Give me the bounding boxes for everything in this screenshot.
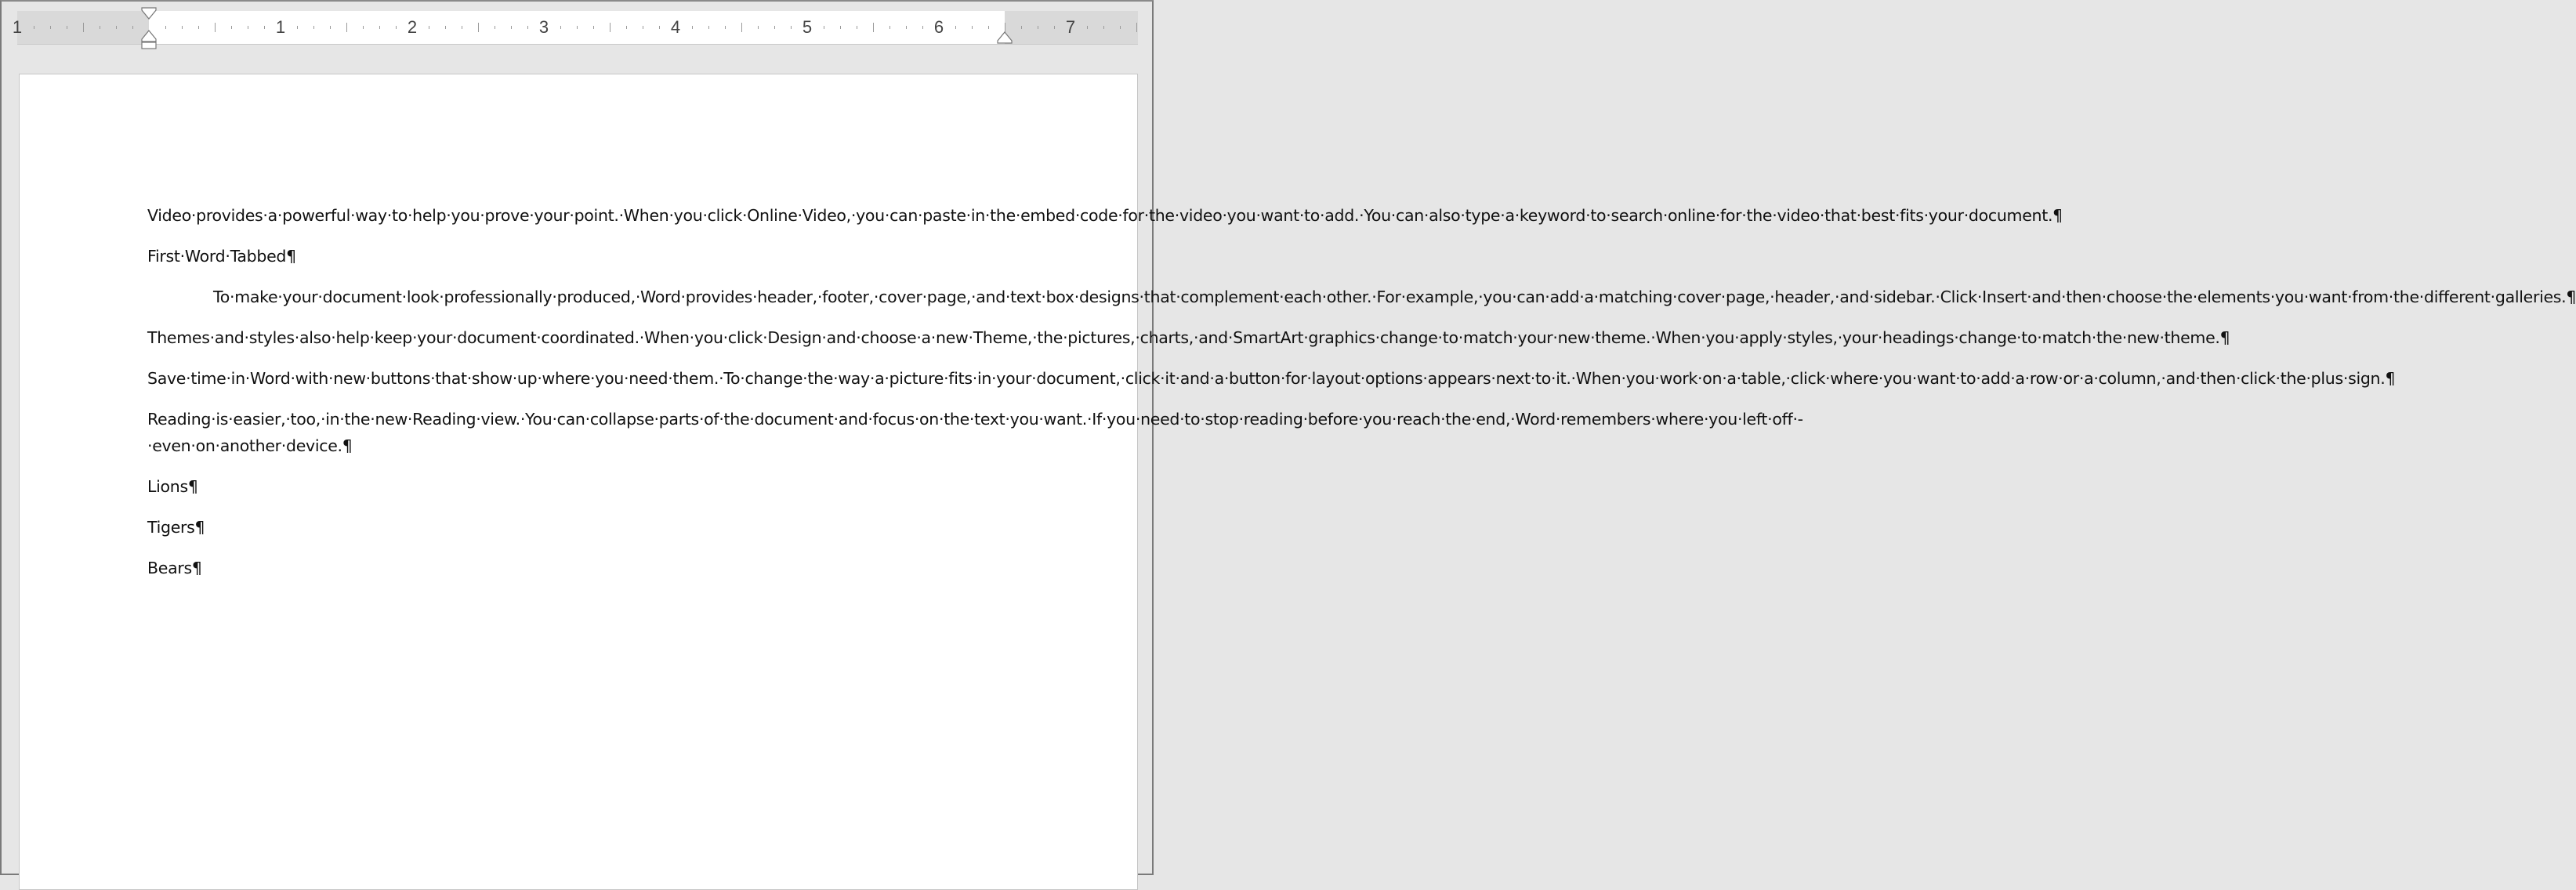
ruler-tick [396,26,397,29]
ruler-tick [1120,26,1121,29]
ruler-tick [577,26,578,29]
ruler-tick [198,26,199,29]
ruler-tick [1136,23,1137,32]
first-line-indent-marker[interactable] [141,7,157,20]
ruler-tick [165,26,166,29]
ruler-tick [313,26,314,29]
ruler-tick [50,26,51,29]
ruler-tick [132,26,133,29]
paragraph[interactable]: First·Word·Tabbed¶ [147,247,296,266]
ruler-label: 4 [670,17,681,37]
ruler-tick [889,26,890,29]
document-body[interactable] [147,202,2576,595]
ruler-tick [972,26,973,29]
ruler-tick [626,26,627,29]
ruler-tick [659,26,660,29]
left-indent-marker[interactable] [141,42,157,49]
document-page[interactable] [19,74,2576,890]
paragraph[interactable]: Save·time·in·Word·with·new·buttons·that·show·up·where·you·need·them.·To·change·the·way·a·picture·fits·in·your·document,·click·it·and·a·button·for·layout·options·appears·next·to·it.·When·you·work·on·a·table,·click·where·you·want·to·add·a·row·or·a·column,·and·then·click·the·plus·sign.¶ [147,369,2396,388]
paragraph[interactable]: Tigers¶ [147,518,205,537]
paragraph[interactable]: Lions¶ [147,477,198,496]
ruler-tick [379,26,380,29]
ruler-label: 5 [802,17,813,37]
ruler-tick [511,26,512,29]
paragraph[interactable]: Video·provides·a·powerful·way·to·help·you·prove·your·point.·When·you·click·Online·Video,·you·can·paste·in·the·embed·code·for·the·video·you·want·to·add.·You·can·also·type·a·keyword·to·search·online·for·the·video·that·best·fits·your·document.¶ [147,206,2063,225]
ruler-tick [116,26,117,29]
ruler-tick [297,26,298,29]
paragraph[interactable]: Bears¶ [147,559,202,577]
ruler-tick [1103,26,1104,29]
ruler-label: 7 [1065,17,1076,37]
hanging-indent-marker[interactable] [141,30,157,42]
ruler-tick [231,26,232,29]
ruler-tick [1054,26,1055,29]
right-indent-marker[interactable] [997,31,1013,44]
ruler-label: 2 [407,17,418,37]
ruler-tick [1021,26,1022,29]
ruler-tick [478,23,479,32]
ruler-tick [741,23,742,32]
ruler-tick [708,26,709,29]
ruler-tick [445,26,446,29]
ruler-tick [774,26,775,29]
ruler-tick [1087,26,1088,29]
ruler-tick [906,26,907,29]
ruler-tick [593,26,594,29]
ruler-tick [922,26,923,29]
paragraph[interactable]: Themes·and·styles·also·help·keep·your·document·coordinated.·When·you·click·Design·and·choose·a·new·Theme,·the·pictures,·charts,·and·SmartArt·graphics·change·to·match·your·new·theme.·When·you·apply·styles,·your·headings·change·to·match·the·new·theme.¶ [147,328,2230,347]
ruler-tick [264,26,265,29]
ruler-tick [346,23,347,32]
ruler-label: 3 [538,17,549,37]
ruler-tick [83,23,84,32]
ruler-tick [840,26,841,29]
paragraph[interactable]: Reading·is·easier,·too,·in·the·new·Reading·view.·You·can·collapse·parts·of·the·document·and·focus·on·the·text·you·want.·If·you·need·to·stop·reading·before·you·reach·the·end,·Word·remembers·where·you·left·off·-·even·on·another·device.¶ [147,410,1803,455]
ruler-tick [330,26,331,29]
ruler-tick [215,23,216,32]
horizontal-ruler[interactable] [12,11,1138,44]
ruler-tick [560,26,561,29]
ruler-tick [758,26,759,29]
ruler-tick [363,26,364,29]
ruler-tick [692,26,693,29]
ruler-label: 1 [12,17,23,37]
ruler-tick [527,26,528,29]
ruler-tick [873,23,874,32]
ruler-tick [988,26,989,29]
ruler-bottom-border [17,44,1138,45]
ruler-label: 6 [933,17,944,37]
ruler-label: 1 [275,17,286,37]
ruler-tick [955,26,956,29]
ruler-tick [182,26,183,29]
ruler-tick [791,26,792,29]
ruler-tick [725,26,726,29]
paragraph-first-line-tabbed[interactable]: To·make·your·document·look·professionally·produced,·Word·provides·header,·footer,·cover·page,·and·text·box·designs·that·complement·each·other.·For·example,·you·can·add·a·matching·cover·page,·header,·and·sidebar.·Click·Insert·and·then·choose·the·elements·you·want·from·the·different·galleries.¶ [213,288,2576,306]
